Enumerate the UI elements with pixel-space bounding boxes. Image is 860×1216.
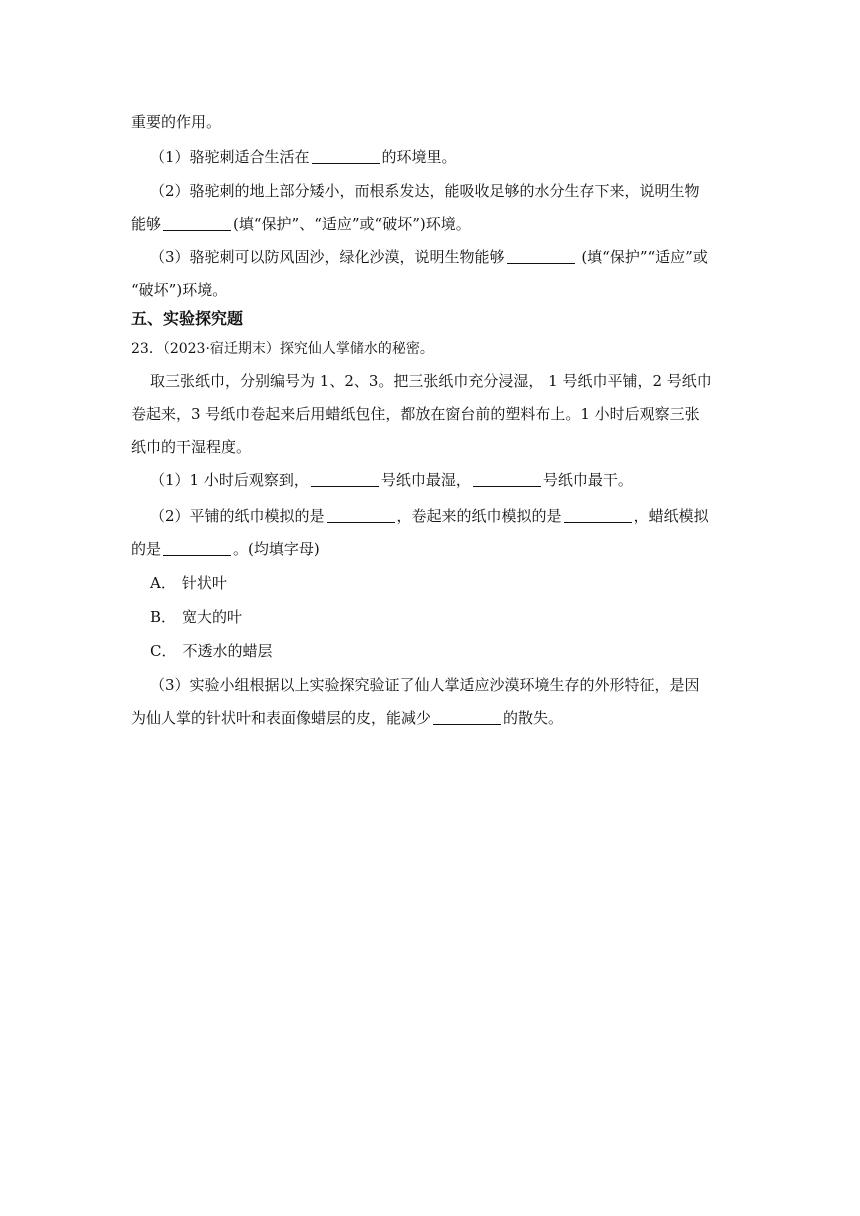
paragraph-line bbox=[150, 370, 712, 392]
section-title bbox=[131, 308, 243, 330]
question-2-line-1 bbox=[150, 180, 700, 202]
option-a[interactable] bbox=[150, 572, 227, 594]
option-text: 不透水的蜡层 bbox=[182, 642, 273, 660]
sub-question-3-line-2 bbox=[131, 707, 563, 729]
answer-blank[interactable] bbox=[311, 471, 379, 487]
text: （1）骆驼刺适合生活在 bbox=[150, 148, 310, 166]
option-text: 宽大的叶 bbox=[182, 608, 243, 626]
text: 的散失。 bbox=[503, 709, 564, 727]
option-label: B． bbox=[150, 608, 177, 626]
option-c[interactable] bbox=[150, 640, 273, 662]
option-text: 针状叶 bbox=[181, 574, 227, 592]
text: 号纸巾最干。 bbox=[542, 471, 633, 489]
text: 纸巾的干湿程度。 bbox=[131, 438, 252, 456]
text: 的环境里。 bbox=[381, 148, 457, 166]
text: 为仙人掌的针状叶和表面像蜡层的皮，能减少 bbox=[131, 709, 432, 727]
text: （2）平铺的纸巾模拟的是 bbox=[150, 507, 325, 525]
text: （3）实验小组根据以上实验探究验证了仙人掌适应沙漠环境生存的外形特征，是因 bbox=[150, 676, 700, 694]
answer-blank[interactable] bbox=[312, 148, 380, 164]
paragraph-line bbox=[131, 436, 251, 458]
text: ，卷起来的纸巾模拟的是 bbox=[396, 507, 562, 525]
paragraph-line bbox=[131, 111, 221, 133]
question-3-line-2 bbox=[131, 279, 227, 301]
answer-blank[interactable] bbox=[163, 215, 231, 231]
option-b[interactable] bbox=[150, 606, 242, 628]
sub-question-3-line-1 bbox=[150, 674, 700, 696]
answer-blank[interactable] bbox=[564, 507, 632, 523]
text: （1）1 小时后观察到， bbox=[150, 471, 309, 489]
text: ，蜡纸模拟 bbox=[633, 507, 709, 525]
text: (填“保护”“适应”或 bbox=[576, 248, 708, 266]
sub-question-2-line-1 bbox=[150, 505, 709, 527]
text: “破坏”)环境。 bbox=[131, 281, 228, 299]
text: 的是 bbox=[131, 540, 162, 558]
text: 号纸巾最湿， bbox=[380, 471, 471, 489]
sub-question-1 bbox=[150, 469, 633, 491]
text: 能够 bbox=[131, 215, 162, 233]
paragraph-line bbox=[131, 403, 700, 425]
question-3-line-1 bbox=[150, 246, 708, 268]
question-number: 23． bbox=[131, 341, 163, 357]
text: 。(均填字母) bbox=[233, 540, 320, 558]
text: 重要的作用。 bbox=[131, 113, 222, 131]
question-1 bbox=[150, 146, 457, 168]
question-title: 探究仙人掌储水的秘密。 bbox=[279, 341, 434, 357]
section-title-text: 五、实验探究题 bbox=[131, 309, 244, 328]
text: 取三张纸巾，分别编号为 1、2、3。把三张纸巾充分浸湿， 1 号纸巾平铺，2 号纸巾 bbox=[150, 372, 712, 390]
question-23-header bbox=[131, 338, 434, 360]
question-source: （2023·宿迁期末） bbox=[162, 341, 280, 357]
sub-question-2-line-2 bbox=[131, 538, 320, 560]
question-2-line-2 bbox=[131, 213, 471, 235]
answer-blank[interactable] bbox=[433, 709, 501, 725]
text: 卷起来，3 号纸巾卷起来后用蜡纸包住，都放在窗台前的塑料布上。1 小时后观察三张 bbox=[131, 405, 700, 423]
option-label: A． bbox=[150, 574, 176, 592]
text: （3）骆驼刺可以防风固沙，绿化沙漠，说明生物能够 bbox=[150, 248, 505, 266]
answer-blank[interactable] bbox=[163, 540, 231, 556]
answer-blank[interactable] bbox=[327, 507, 395, 523]
answer-blank[interactable] bbox=[473, 471, 541, 487]
answer-blank[interactable] bbox=[507, 248, 575, 264]
text: (填“保护”、“适应”或“破坏”)环境。 bbox=[233, 215, 471, 233]
option-label: C． bbox=[150, 642, 177, 660]
text: （2）骆驼刺的地上部分矮小，而根系发达，能吸收足够的水分生存下来，说明生物 bbox=[150, 182, 700, 200]
